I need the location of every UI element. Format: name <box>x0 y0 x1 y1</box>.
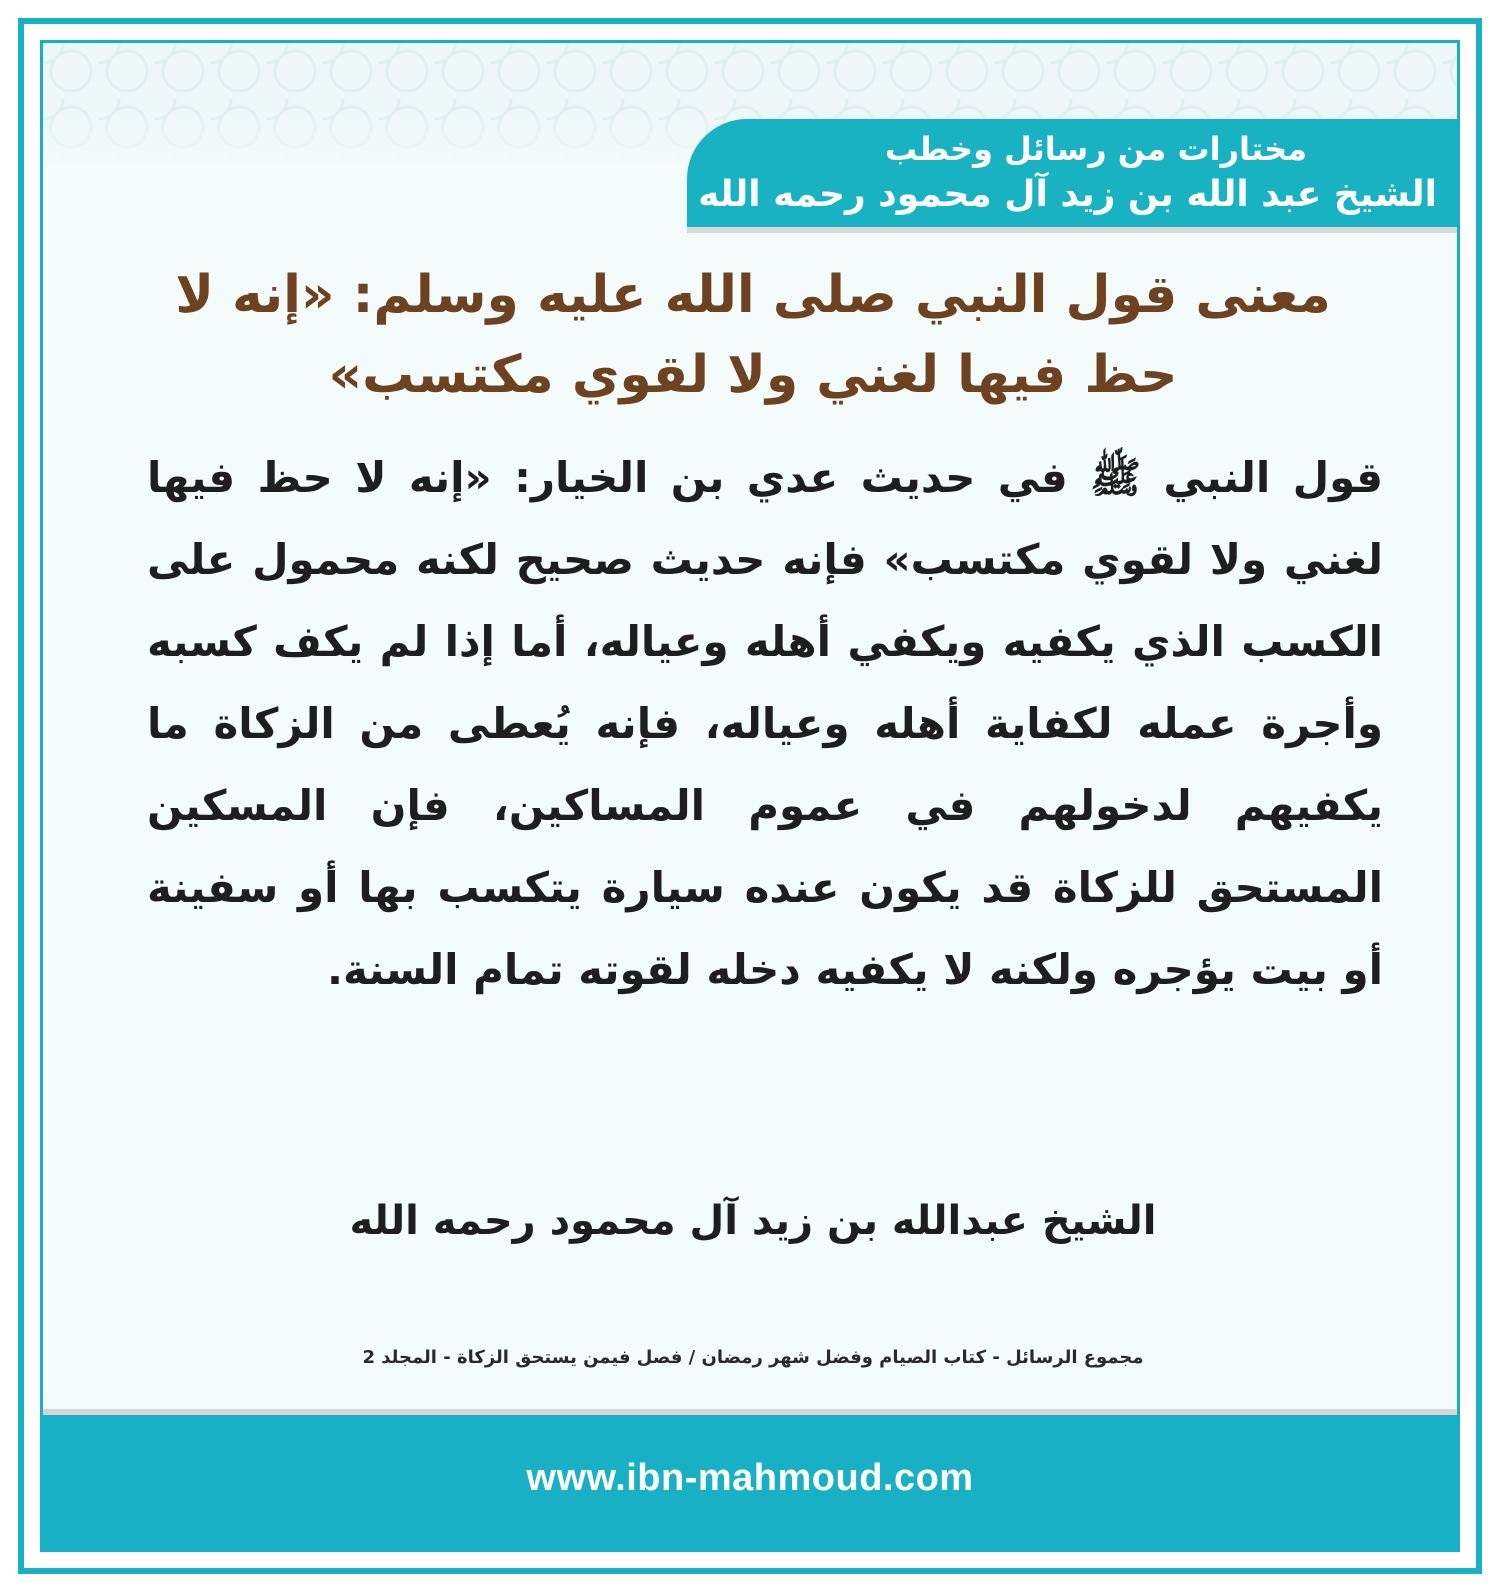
card-frame <box>18 18 1482 1574</box>
header-author-name: الشيخ عبد الله بن زيد آل محمود رحمه الله <box>698 174 1437 215</box>
author-signature: الشيخ عبدالله بن زيد آل محمود رحمه الله <box>349 1198 1157 1244</box>
website-link[interactable]: www.ibn-mahmoud.com <box>526 1457 974 1499</box>
page-title: معنى قول النبي صلى الله عليه وسلم: «إنه لا حظ فيها لغني ولا لقوي مكتسب» <box>175 265 1331 405</box>
footer-bar <box>43 1409 1457 1549</box>
header-banner <box>687 119 1457 227</box>
header-series-title: مختارات من رسائل وخطب <box>884 130 1307 168</box>
body-paragraph: قول النبي ﷺ في حديث عدي بن الخيار: «إنه لا حظ فيها لغني ولا لقوي مكتسب» فإنه حديث صحيح لكنه محمول على الكسب الذي يكفيه ويكفي أهله وعياله، أما إذا لم يكف كسبه وأجرة عمله لكفاية أهله وعياله، فإنه يُعطى من الزكاة ما يكفيهم لدخولهم في عموم المساكين، فإن المسكين المستحق للزكاة قد يكون عنده سيارة يتكسب بها أو سفينة أو بيت يؤجره ولكنه لا يكفيه دخله لقوته تمام السنة. <box>147 453 1383 994</box>
content-panel <box>40 40 1460 1552</box>
source-citation: مجموع الرسائل - كتاب الصيام وفضل شهر رمضان / فصل فيمن يستحق الزكاة - المجلد 2 <box>362 1347 1144 1368</box>
